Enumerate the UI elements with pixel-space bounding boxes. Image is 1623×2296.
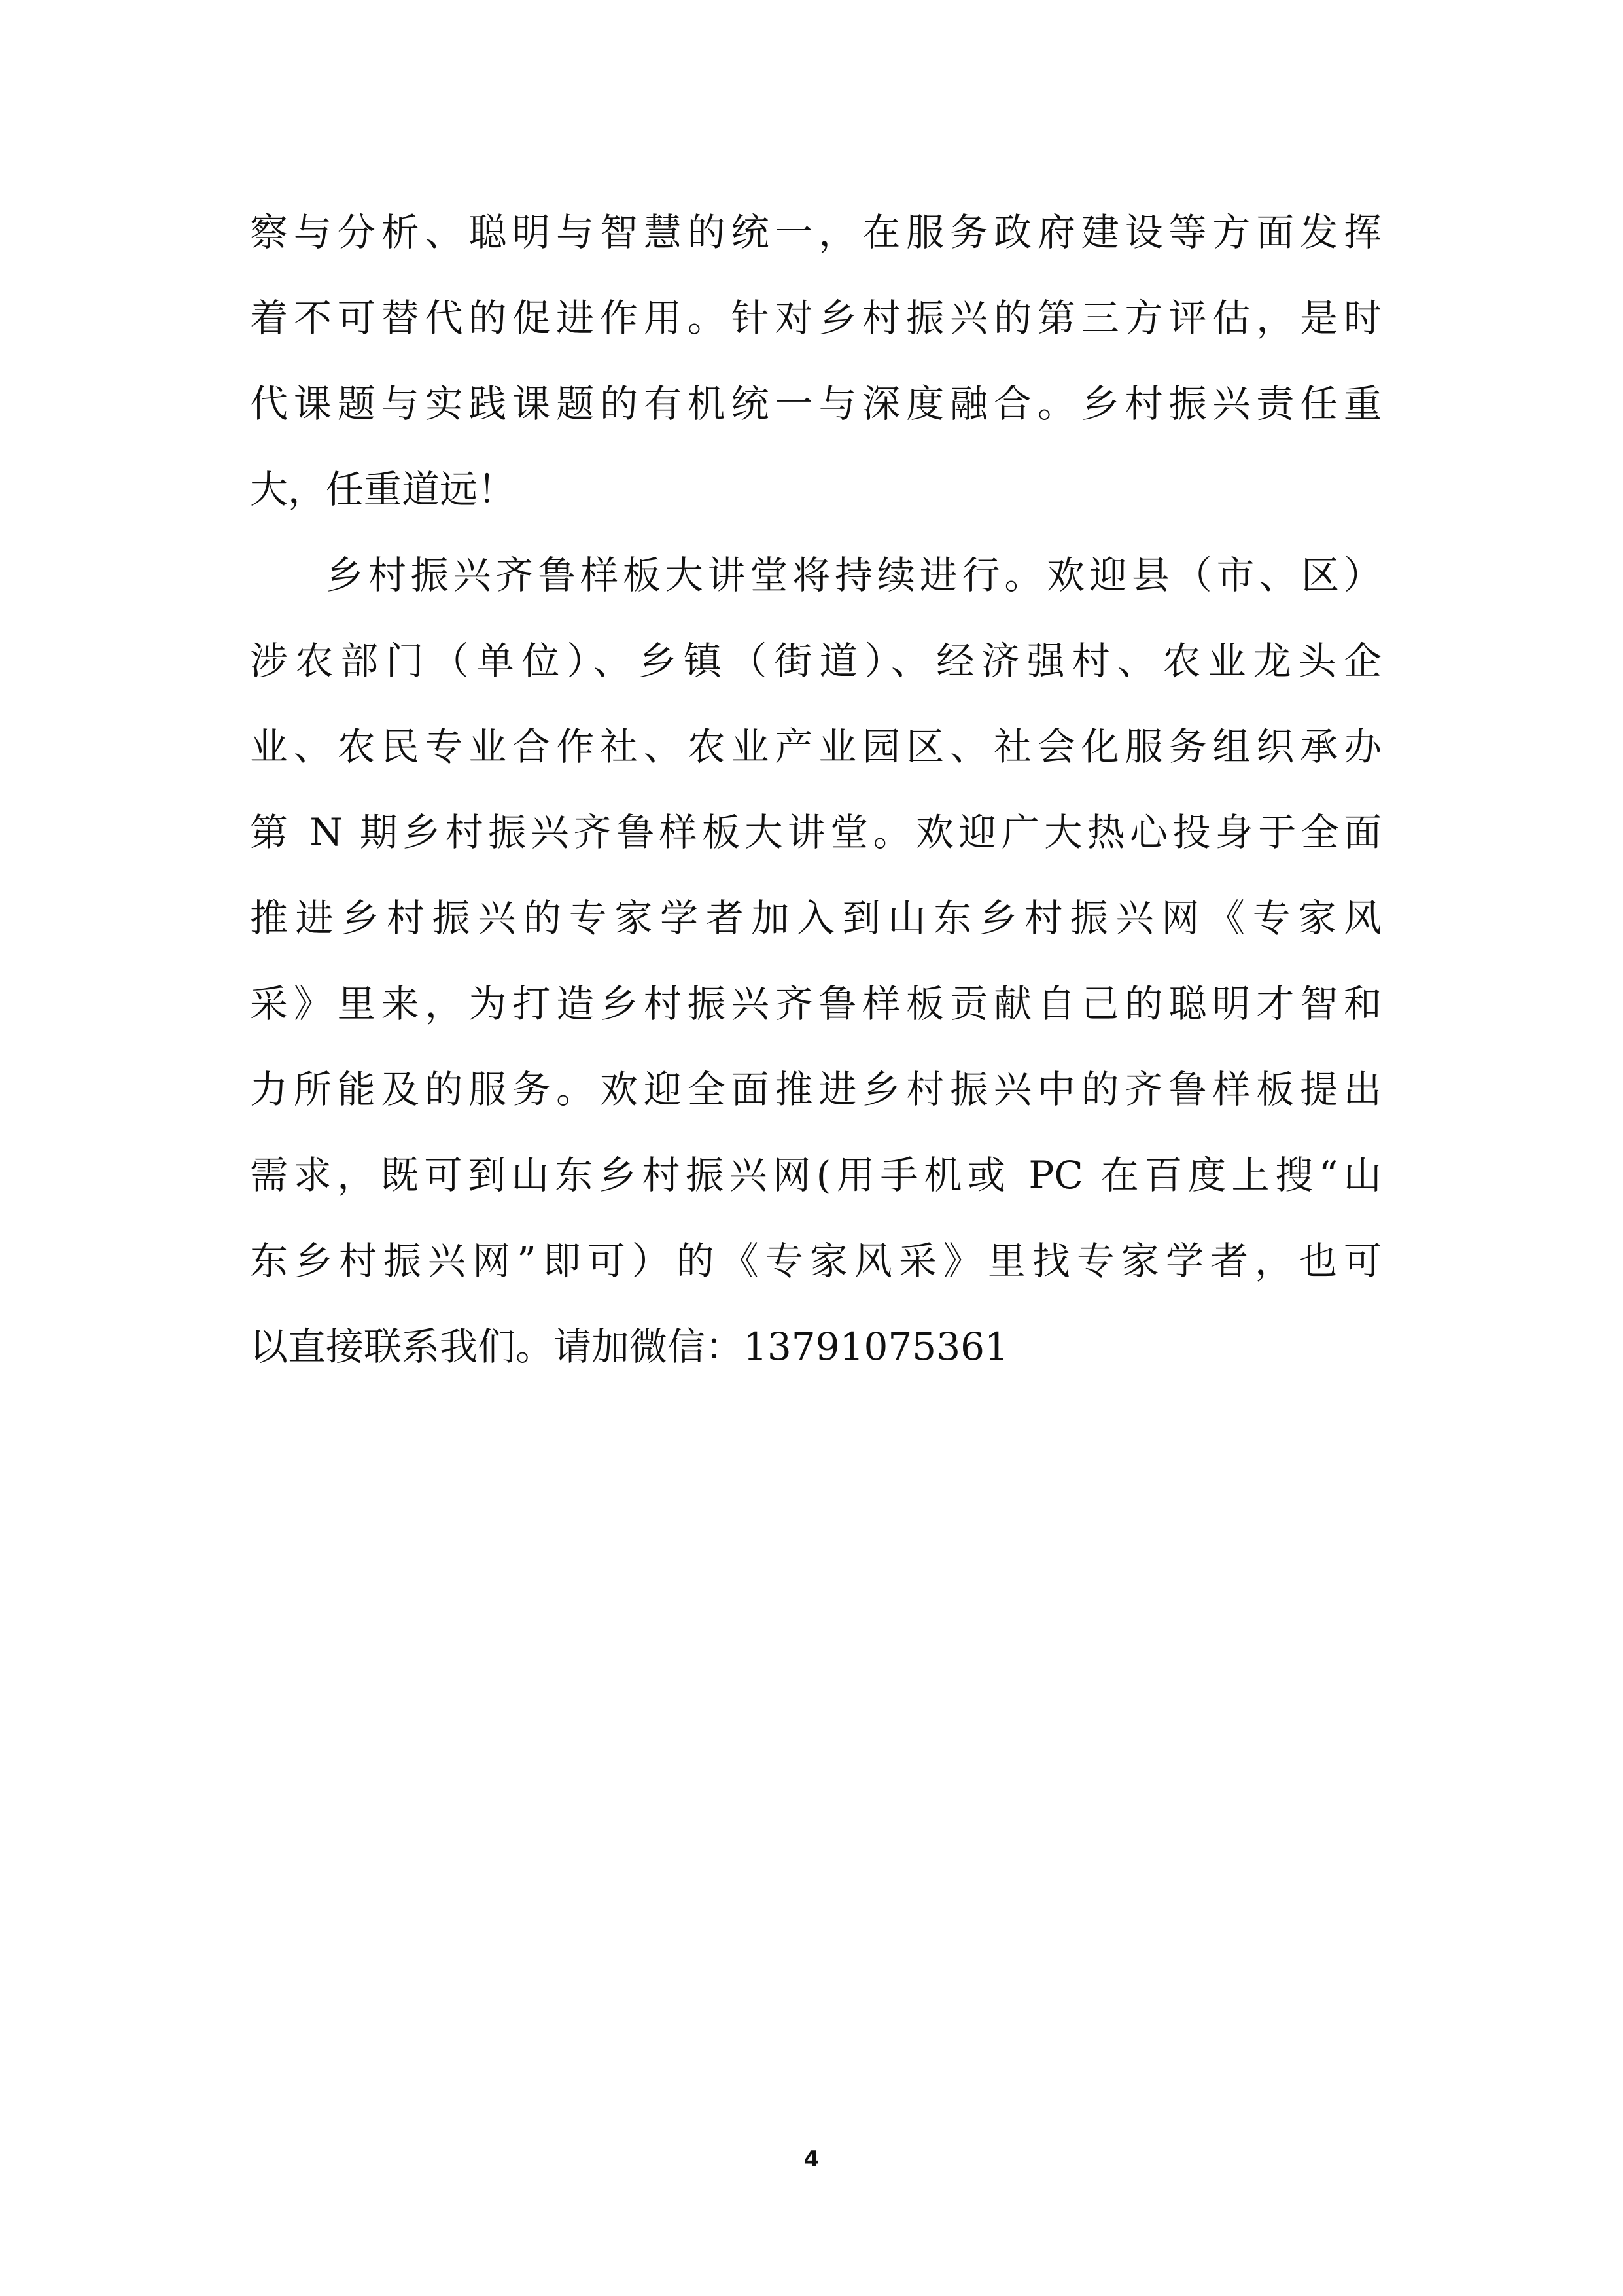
text-line: 着不可替代的促进作用。针对乡村振兴的第三方评估，是时 xyxy=(250,296,1382,340)
text-line: 业、农民专业合作社、农业产业园区、社会化服务组织承办 xyxy=(250,724,1382,769)
text-line: 推进乡村振兴的专家学者加入到山东乡村振兴网《专家风 xyxy=(250,896,1382,940)
text-line: 以直接联系我们。请加微信：13791075361 xyxy=(250,1324,1009,1369)
text-line: 乡村振兴齐鲁样板大讲堂将持续进行。欢迎县（市、区） xyxy=(326,553,1382,597)
paragraph-invitation xyxy=(250,533,1382,1390)
text-line: 代课题与实践课题的有机统一与深度融合。乡村振兴责任重 xyxy=(250,381,1382,426)
paragraph-continuation xyxy=(250,190,1382,533)
text-line: 东乡村振兴网”即可）的《专家风采》里找专家学者，也可 xyxy=(250,1239,1382,1283)
text-line: 力所能及的服务。欢迎全面推进乡村振兴中的齐鲁样板提出 xyxy=(250,1067,1382,1112)
text-line: 察与分析、聪明与智慧的统一，在服务政府建设等方面发挥 xyxy=(250,210,1382,255)
text-line: 需求，既可到山东乡村振兴网(用手机或 PC 在百度上搜“山 xyxy=(250,1153,1382,1197)
page-number: 4 xyxy=(803,2146,820,2172)
text-line: 大，任重道远！ xyxy=(250,467,516,512)
text-line: 涉农部门（单位）、乡镇（街道）、经济强村、农业龙头企 xyxy=(250,639,1382,683)
text-line: 采》里来，为打造乡村振兴齐鲁样板贡献自己的聪明才智和 xyxy=(250,981,1382,1026)
text-line: 第 N 期乡村振兴齐鲁样板大讲堂。欢迎广大热心投身于全面 xyxy=(250,810,1382,855)
body-text xyxy=(250,190,1382,1390)
